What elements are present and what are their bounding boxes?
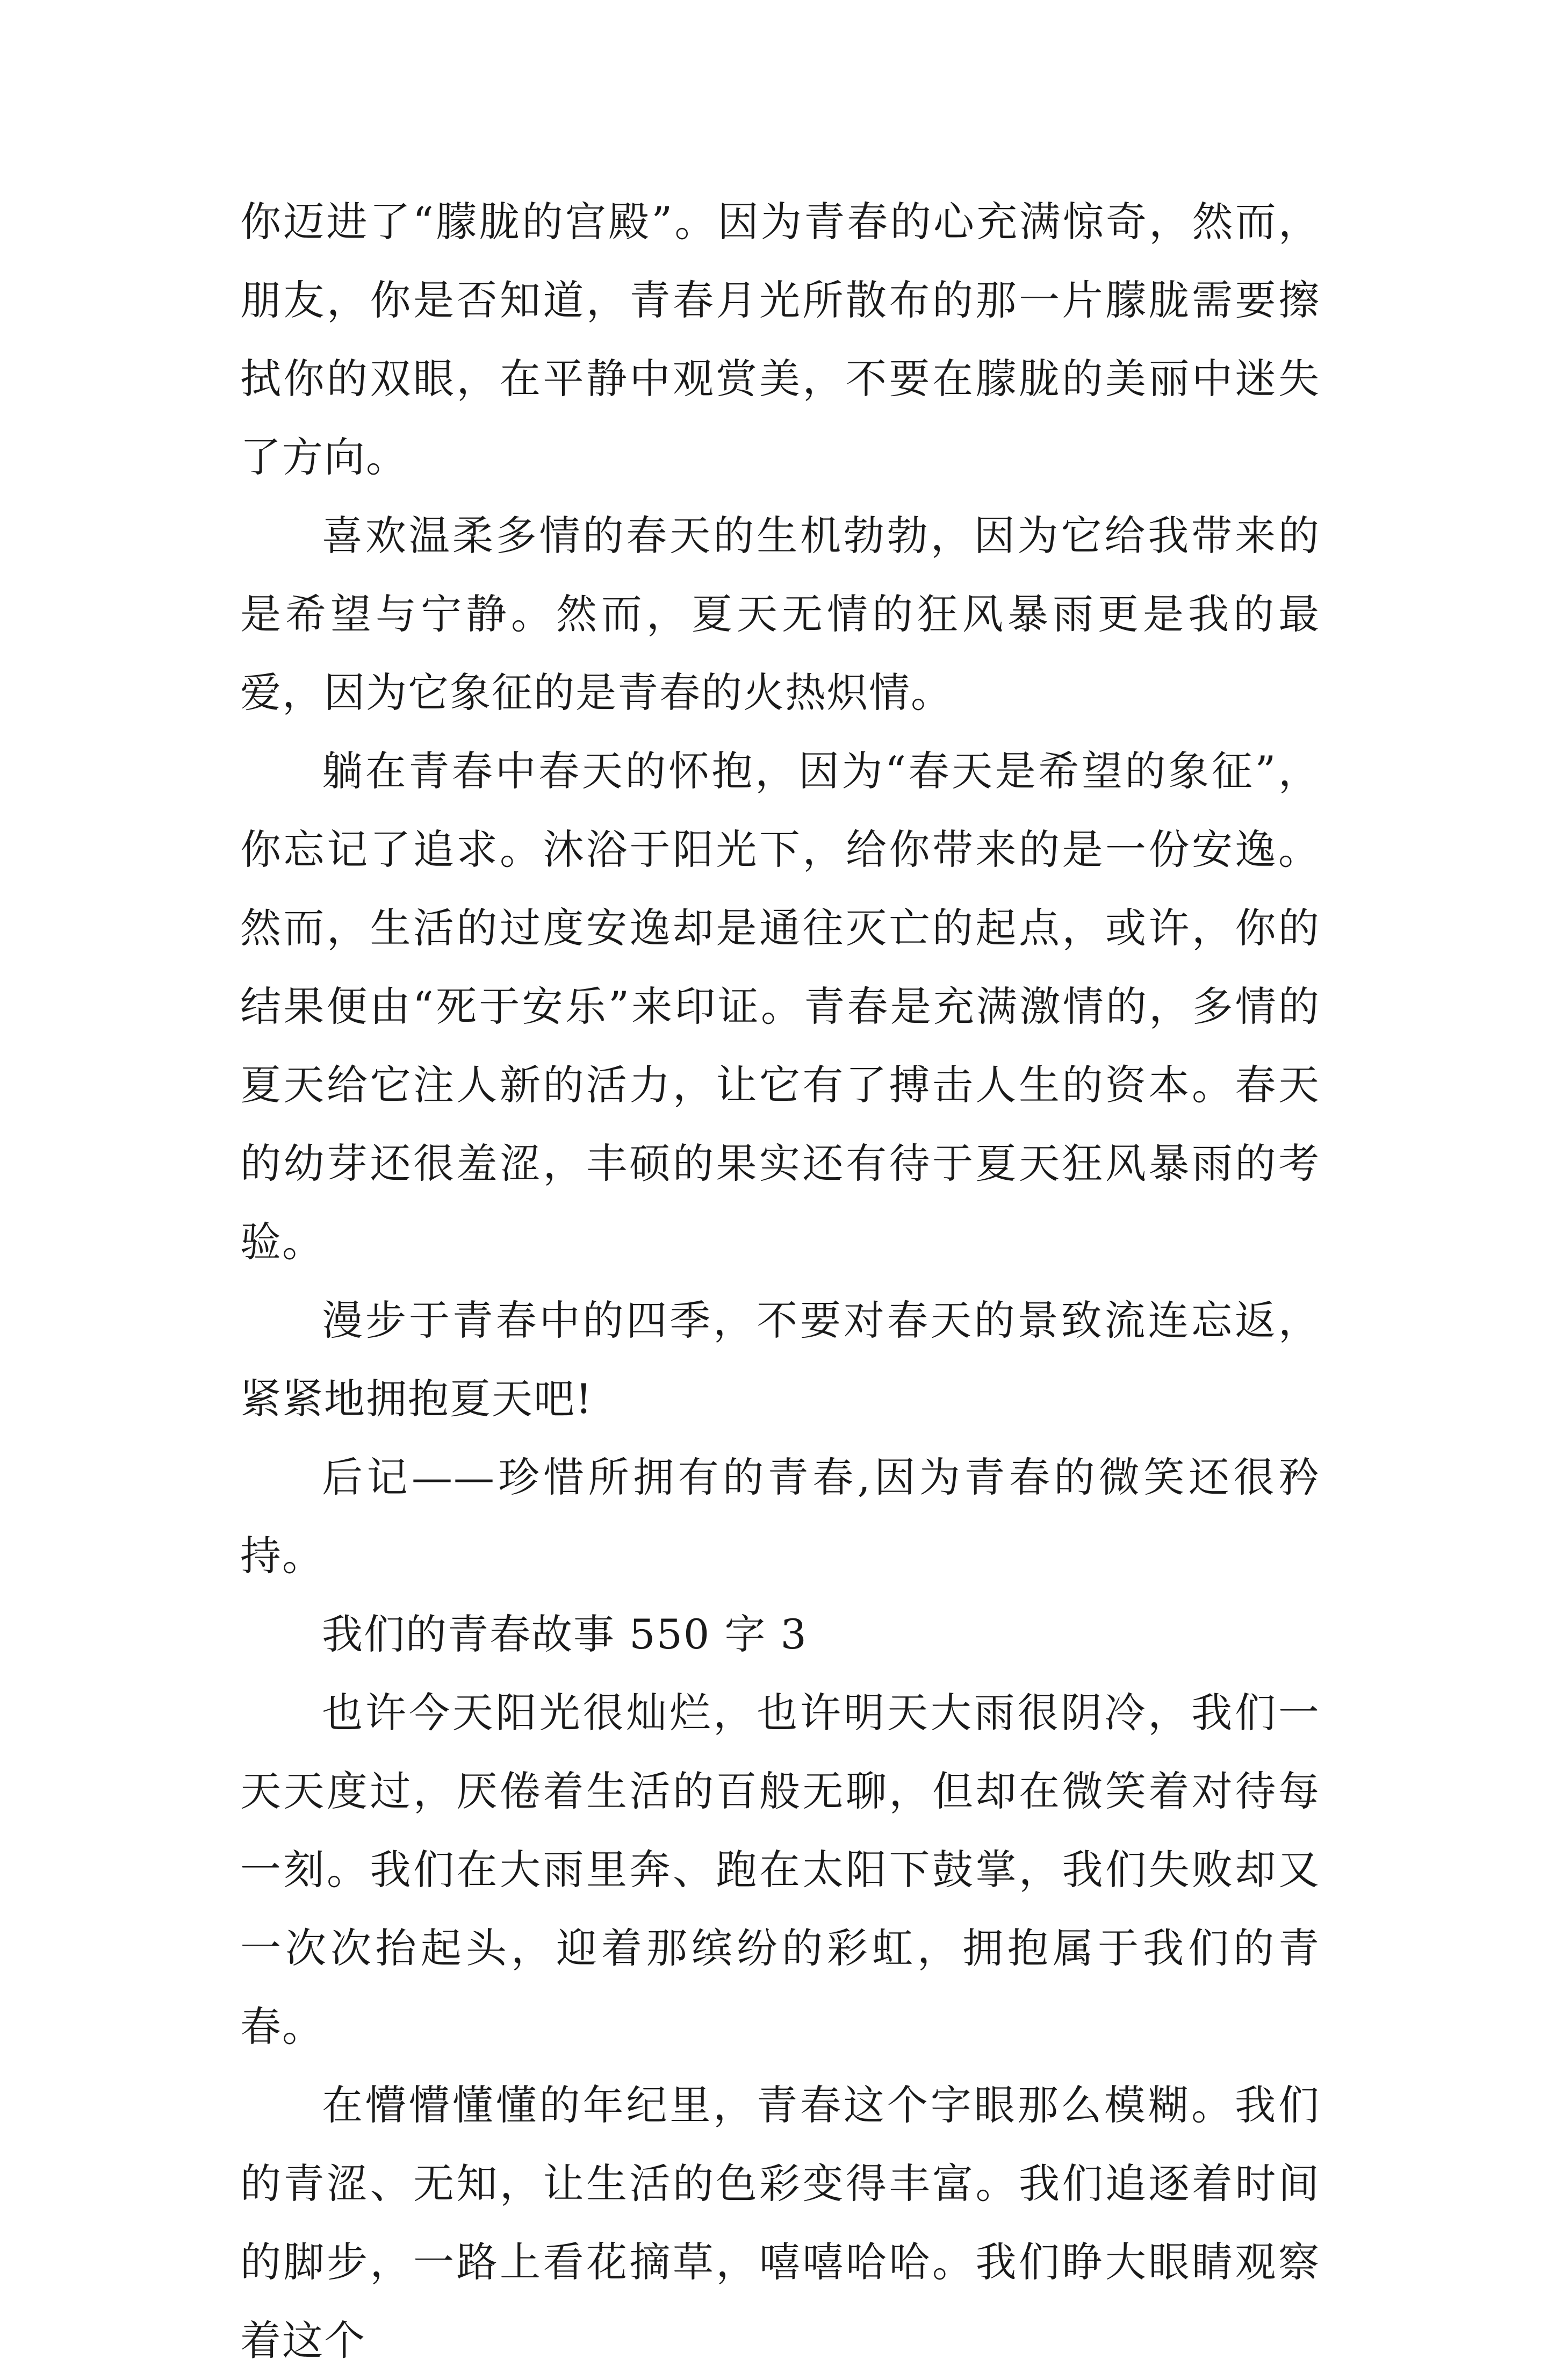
paragraph: 躺在青春中春天的怀抱，因为“春天是希望的象征”，你忘记了追求。沐浴于阳光下，给你带来的是一份安逸。然而，生活的过度安逸却是通往灭亡的起点，或许，你的结果便由“死于安乐”来印证。青春是充满激情的，多情的夏天给它注人新的活力，让它有了搏击人生的资本。春天的幼芽还很羞涩，丰硕的果实还有待于夏天狂风暴雨的考验。	[240, 747, 1320, 1266]
paragraph: 你迈进了“朦胧的宫殿”。因为青春的心充满惊奇，然而，朋友，你是否知道，青春月光所散布的那一片朦胧需要擦拭你的双眼，在平静中观赏美，不要在朦胧的美丽中迷失了方向。	[240, 198, 1320, 481]
document-body	[240, 183, 1320, 2380]
paragraph: 漫步于青春中的四季，不要对春天的景致流连忘返，紧紧地拥抱夏天吧!	[240, 1296, 1320, 1423]
paragraph: 也许今天阳光很灿烂，也许明天大雨很阴冷，我们一天天度过，厌倦着生活的百般无聊，但却在微笑着对待每一刻。我们在大雨里奔、跑在太阳下鼓掌，我们失败却又一次次抬起头，迎着那缤纷的彩虹，拥抱属于我们的青春。	[240, 1689, 1320, 2051]
paragraph: 在懵懵懂懂的年纪里，青春这个字眼那么模糊。我们的青涩、无知，让生活的色彩变得丰富。我们追逐着时间的脚步，一路上看花摘草，嘻嘻哈哈。我们睁大眼睛观察着这个	[240, 2081, 1320, 2364]
paragraph: 后记——珍惜所拥有的青春,因为青春的微笑还很矜持。	[240, 1453, 1320, 1580]
section-heading: 我们的青春故事 550 字 3	[322, 1610, 808, 1658]
paragraph: 喜欢温柔多情的春天的生机勃勃，因为它给我带来的是希望与宁静。然而，夏天无情的狂风暴雨更是我的最爱，因为它象征的是青春的火热炽情。	[240, 512, 1320, 716]
